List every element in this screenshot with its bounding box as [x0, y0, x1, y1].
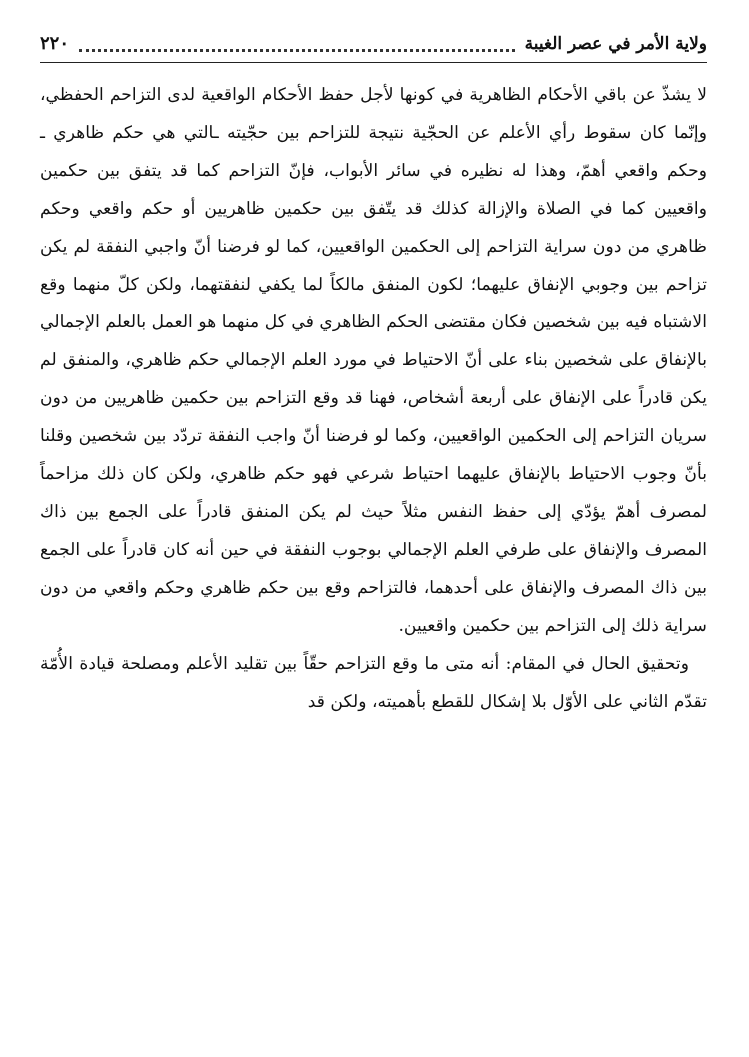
book-page: [40, 26, 707, 1036]
body-text: [40, 77, 707, 721]
chapter-title: ولاية الأمر في عصر الغيبة: [524, 34, 707, 54]
running-header: [40, 26, 707, 63]
paragraph-2: وتحقيق الحال في المقام: أنه متى ما وقع التزاحم حقّاً بين تقليد الأعلم ومصلحة قيادة الأُمّة تقدّم الثاني على الأوّل بلا إشكال للقطع بأهميته، ولكن قد: [40, 653, 707, 712]
header-dot-leader: [79, 49, 515, 52]
paragraph-1: لا يشذّ عن باقي الأحكام الظاهرية في كونها لأجل حفظ الأحكام الواقعية لدى التزاحم الحفظي، وإنّما كان سقوط رأي الأعلم عن الحجّية نتيجة للتزاحم بين حجّيته ـالتي هي حكم ظاهري ـ وحكم واقعي أهمّ، وهذا له نظيره في سائر الأبواب، فإنّ التزاحم كما قد يتفق بين حكمين واقعيين كما في الصلاة والإزالة كذلك قد يتّفق بين حكمين ظاهريين أو حكم واقعي وحكم ظاهري من دون سراية التزاحم إلى الحكمين الواقعيين، كما لو فرضنا أنّ واجبي النفقة لم يكن تزاحم بين وجوبي الإنفاق عليهما؛ لكون المنفق مالكاً لما يكفي لنفقتهما، ولكن كلّ منهما وقع الاشتباه فيه بين شخصين فكان مقتضى الحكم الظاهري في كل منهما هو العمل بالعلم الإجمالي بالإنفاق على شخصين بناء على أنّ الاحتياط في مورد العلم الإجمالي حكم ظاهري، والمنفق لم يكن قادراً على الإنفاق على أربعة أشخاص، فهنا قد وقع التزاحم بين حكمين ظاهريين من دون سريان التزاحم إلى الحكمين الواقعيين، وكما لو فرضنا أنّ واجب النفقة تردّد بين شخصين وقلنا بأنّ وجوب الاحتياط بالإنفاق عليهما احتياط شرعي فهو حكم ظاهري، ولكن كان ذلك مزاحماً لمصرف أهمّ يؤدّي إلى حفظ النفس مثلاً حيث لم يكن المنفق قادراً على الجمع بين ذاك المصرف والإنفاق على طرفي العلم الإجمالي بوجوب النفقة في حين أنه كان قادراً على الجمع بين ذاك المصرف والإنفاق على أحدهما، فالتزاحم وقع بين حكم ظاهري وحكم واقعي من دون سراية ذلك إلى التزاحم بين حكمين واقعيين.: [40, 85, 707, 636]
page-number: ٢٢٠: [40, 33, 70, 54]
